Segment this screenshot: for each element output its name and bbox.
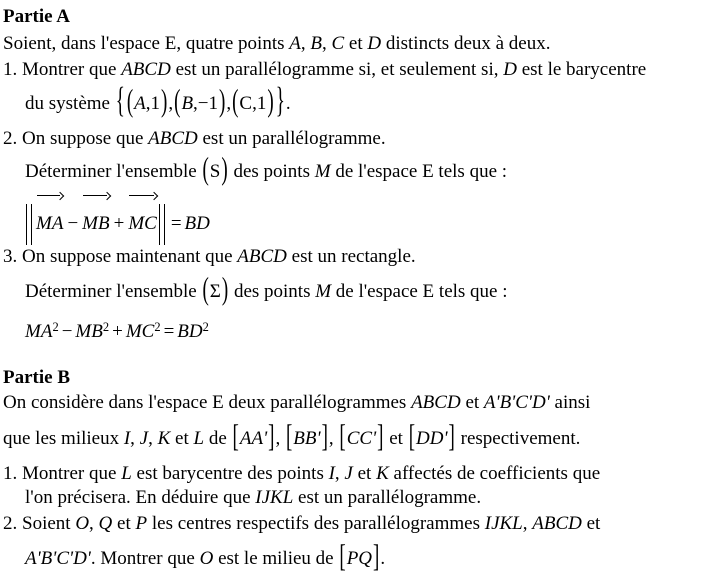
var-J: J <box>344 463 353 484</box>
line-a-q3 <box>3 242 719 272</box>
plus-sign: + <box>113 213 125 234</box>
vector-MC: MC <box>128 192 157 249</box>
line-points-intro <box>3 30 719 57</box>
text-run: affectés de coefficients que <box>388 463 601 484</box>
line-b-q1-cont <box>3 486 719 510</box>
right-paren: ) <box>221 272 229 308</box>
norm-bar <box>26 204 32 245</box>
right-paren: ) <box>219 84 226 120</box>
segment-PQ: PQ <box>346 548 373 569</box>
text-run: , <box>168 93 174 114</box>
segment-AA: AA' <box>239 428 268 449</box>
var-ABCD: ABCD <box>411 392 461 413</box>
var-ABCD-prime: A'B'C'D' <box>483 392 550 413</box>
text-run: du système <box>25 93 115 114</box>
var-I: I <box>328 463 335 484</box>
norm-bar <box>159 204 165 245</box>
var-A: A <box>134 93 146 114</box>
text-run: est un rectangle. <box>286 246 416 267</box>
left-paren: ( <box>202 272 209 308</box>
text-run: , <box>130 428 140 449</box>
equals-sign: = <box>163 321 175 342</box>
text-run: est un parallélogramme. <box>293 487 482 508</box>
var-O: O <box>75 513 90 534</box>
var-Q: Q <box>98 513 113 534</box>
var-ABCD: ABCD <box>237 246 287 267</box>
right-bracket: ] <box>448 419 455 455</box>
text-run: de l'espace E tels que : <box>330 161 508 182</box>
var-K: K <box>376 463 389 484</box>
left-bracket: [ <box>285 419 293 455</box>
text-run: ,−1 <box>193 93 219 114</box>
text-run: , <box>321 33 332 54</box>
set-sigma: Σ <box>209 281 221 302</box>
text-run: 2. Soient <box>3 513 76 534</box>
left-bracket: [ <box>408 419 416 455</box>
partie-a-heading: Partie A <box>3 6 71 27</box>
line-b-intro-1 <box>3 390 719 415</box>
right-paren: ) <box>221 152 228 188</box>
line-b-intro-2 <box>3 415 719 462</box>
text-run: 3. On suppose maintenant que <box>3 246 238 267</box>
var-IJKL: IJKL <box>484 513 523 534</box>
right-bracket: ] <box>321 419 328 455</box>
text-run: distincts deux à deux. <box>381 33 551 54</box>
text-run: , <box>226 93 232 114</box>
text-run: , <box>334 463 345 484</box>
left-paren: ( <box>126 84 134 120</box>
text-run: 1. Montrer que <box>3 463 122 484</box>
var-L: L <box>193 428 205 449</box>
var-ABCD: ABCD <box>148 128 198 149</box>
var-B: B <box>181 93 194 114</box>
var-D: D <box>503 59 517 80</box>
var-MC: MC <box>125 321 155 342</box>
text-run: et <box>170 428 194 449</box>
text-run: . <box>380 548 386 569</box>
text-run: , <box>300 33 311 54</box>
line-b-q1 <box>3 462 719 486</box>
text-run: et <box>352 463 377 484</box>
minus-sign: − <box>67 213 79 234</box>
text-run: C,1 <box>239 93 267 114</box>
segment-DD: DD' <box>416 428 448 449</box>
text-run: est le milieu de <box>213 548 339 569</box>
left-bracket: [ <box>339 419 346 455</box>
left-paren: ( <box>202 152 209 188</box>
line-a-q2 <box>3 126 719 152</box>
vector-MB: MB <box>82 192 109 249</box>
text-run: de <box>204 428 232 449</box>
text-run: est le barycentre <box>516 59 647 80</box>
right-bracket: ] <box>373 539 380 575</box>
var-M: M <box>314 161 331 182</box>
text-run: de l'espace E tels que : <box>331 281 508 302</box>
line-b-q2-cont <box>3 537 719 581</box>
text-run: Soient, dans l'espace E, quatre points <box>3 33 290 54</box>
var-ABCD: ABCD <box>532 513 582 534</box>
var-MB: MB <box>75 321 103 342</box>
var-A: A <box>289 33 301 54</box>
var-J: J <box>139 428 149 449</box>
plus-sign: + <box>112 321 123 342</box>
var-BD: BD <box>184 213 210 234</box>
exponent-2: 2 <box>52 320 59 334</box>
text-run: , <box>275 428 285 449</box>
text-run: 1. Montrer que <box>3 59 122 80</box>
minus-sign: − <box>61 321 73 342</box>
text-run: des points <box>229 281 316 302</box>
text-run: respectivement. <box>455 428 581 449</box>
text-run: et <box>581 513 601 534</box>
text-run: . Montrer que <box>90 548 200 569</box>
line-a-q2-equation <box>3 192 719 242</box>
text-run: des points <box>228 161 315 182</box>
var-L: L <box>121 463 132 484</box>
text-run: l'on précisera. En déduire que <box>25 487 256 508</box>
right-paren: ) <box>267 84 274 120</box>
text-run: , <box>89 513 99 534</box>
left-bracket: [ <box>339 539 346 575</box>
segment-CC: CC' <box>346 428 377 449</box>
text-run: et <box>460 392 484 413</box>
line-b-q2 <box>3 510 719 537</box>
text-run: et <box>112 513 136 534</box>
line-a-q1 <box>3 57 719 82</box>
partie-b-heading: Partie B <box>3 367 71 388</box>
left-paren: ( <box>174 84 181 120</box>
text-run: On considère dans l'espace E deux parallélogrammes <box>3 392 412 413</box>
exponent-2: 2 <box>102 320 110 334</box>
var-K: K <box>157 428 171 449</box>
segment-BB: BB' <box>293 428 321 449</box>
right-bracket: ] <box>268 419 275 455</box>
var-IJKL: IJKL <box>255 487 294 508</box>
vector-MA: MA <box>36 192 63 249</box>
exponent-2: 2 <box>202 320 209 334</box>
exponent-2: 2 <box>154 320 161 334</box>
text-run: 2. On suppose que <box>3 128 149 149</box>
text-run: et <box>384 428 408 449</box>
text-run: ainsi <box>549 392 591 413</box>
text-run: . <box>285 93 291 114</box>
text-run: Déterminer l'ensemble <box>25 161 202 182</box>
text-run: , <box>522 513 533 534</box>
var-C: C <box>331 33 345 54</box>
set-S: S <box>209 161 221 182</box>
var-MA: MA <box>25 321 53 342</box>
text-run: , <box>328 428 339 449</box>
text-run: , <box>148 428 158 449</box>
var-B: B <box>310 33 322 54</box>
text-run: ,1 <box>145 93 161 114</box>
text-run: les centres respectifs des parallélogrammes <box>147 513 485 534</box>
line-a-q3-equation <box>3 312 719 342</box>
line-a-q1-system <box>3 82 719 126</box>
text-run: est barycentre des points <box>131 463 329 484</box>
right-paren: ) <box>161 84 168 120</box>
var-M: M <box>315 281 332 302</box>
text-run: Déterminer l'ensemble <box>25 281 202 302</box>
left-brace: { <box>115 81 125 122</box>
line-a-q2-ensemble <box>3 152 719 192</box>
var-BD: BD <box>177 321 203 342</box>
var-P: P <box>135 513 148 534</box>
var-D: D <box>367 33 382 54</box>
equals-sign: = <box>170 213 182 234</box>
var-ABCD-prime: A'B'C'D' <box>25 548 91 569</box>
var-I: I <box>123 428 131 449</box>
left-bracket: [ <box>232 419 239 455</box>
line-a-q3-ensemble <box>3 272 719 312</box>
right-brace: } <box>275 81 285 122</box>
text-run: et <box>344 33 368 54</box>
text-run: est un parallélogramme. <box>197 128 386 149</box>
left-paren: ( <box>232 84 239 120</box>
var-O: O <box>199 548 214 569</box>
text-run: que les milieux <box>3 428 124 449</box>
right-bracket: ] <box>377 419 384 455</box>
text-run: est un parallélogramme si, et seulement si, <box>170 59 504 80</box>
var-ABCD: ABCD <box>121 59 171 80</box>
